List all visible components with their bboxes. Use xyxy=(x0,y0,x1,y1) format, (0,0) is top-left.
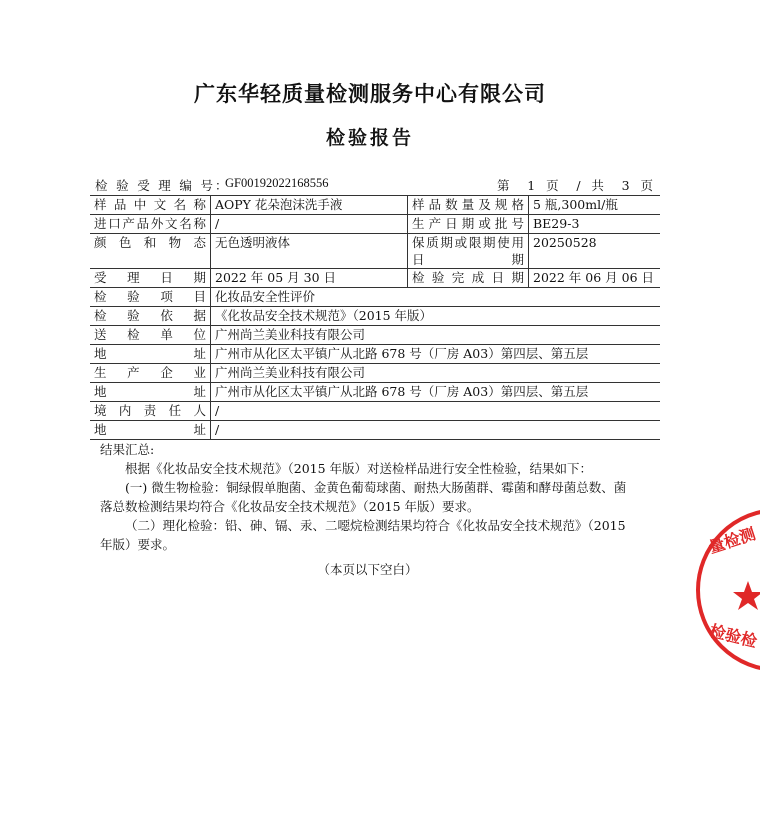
field-value: 2022 年 05 月 30 日 xyxy=(211,269,408,288)
table-row xyxy=(90,326,660,345)
field-label: 样品中文名称 xyxy=(94,197,206,212)
field-value: / xyxy=(211,402,661,421)
field-value: 广州尚兰美业科技有限公司 xyxy=(211,364,661,383)
field-value: / xyxy=(211,215,408,234)
field-label: 检验依据 xyxy=(94,308,206,323)
record-table xyxy=(90,195,660,440)
microbiology-result: (一) 微生物检验：铜绿假单胞菌、金黄色葡萄球菌、耐热大肠菌群、霉菌和酵母菌总数、菌落总数检测结果均符合《化妆品安全技术规范》（2015 年版）要求。 xyxy=(100,480,627,514)
table-row xyxy=(90,288,660,307)
field-value: / xyxy=(211,421,661,440)
field-label: 生产日期或批号 xyxy=(412,216,524,231)
field-label: 进口产品外文名称 xyxy=(94,216,206,231)
receipt-label: 检验受理编号 xyxy=(95,178,213,193)
field-value: 广州市从化区太平镇广从北路 678 号（厂房 A03）第四层、第五层 xyxy=(211,383,661,402)
field-label: 受理日期 xyxy=(94,270,206,285)
field-value: 无色透明液体 xyxy=(211,234,408,269)
page-indicator: 第 1 页 / 共 3 页 xyxy=(497,178,653,193)
table-row xyxy=(90,269,660,288)
field-label: 样品数量及规格 xyxy=(412,197,524,212)
field-value: 广州尚兰美业科技有限公司 xyxy=(211,326,661,345)
table-row xyxy=(90,234,660,269)
chemistry-result: （二）理化检验：铅、砷、镉、汞、二噁烷检测结果均符合《化妆品安全技术规范》（2015 年版）要求。 xyxy=(100,518,626,552)
field-label: 颜色和物态 xyxy=(94,235,206,250)
table-row xyxy=(90,307,660,326)
results-summary xyxy=(100,440,635,579)
table-row xyxy=(90,196,660,215)
report-title: 检验报告 xyxy=(325,127,414,149)
field-label: 送检单位 xyxy=(94,327,206,342)
table-row xyxy=(90,345,660,364)
receipt-number: GF00192022168556 xyxy=(225,176,329,190)
field-label: 日期 xyxy=(412,252,524,267)
meta-line xyxy=(95,176,655,194)
field-label: 境内责任人 xyxy=(94,403,206,418)
field-value: 广州市从化区太平镇广从北路 678 号（厂房 A03）第四层、第五层 xyxy=(211,345,661,364)
field-value: 5 瓶,300ml/瓶 xyxy=(529,196,661,215)
field-value: 化妆品安全性评价 xyxy=(211,288,661,307)
seal-star-icon xyxy=(733,581,760,610)
field-value: BE29-3 xyxy=(529,215,661,234)
field-value: 《化妆品安全技术规范》（2015 年版） xyxy=(211,307,661,326)
table-row xyxy=(90,383,660,402)
blank-notice: （本页以下空白） xyxy=(317,562,418,577)
summary-intro: 根据《化妆品安全技术规范》（2015 年版）对送检样品进行安全性检验，结果如下： xyxy=(125,461,593,476)
field-label: 检验项目 xyxy=(94,289,206,304)
field-label: 地址 xyxy=(94,384,206,399)
table-row xyxy=(90,215,660,234)
field-label: 保质期或限期使用 xyxy=(412,235,524,250)
company-name: 广东华轻质量检测服务中心有限公司 xyxy=(194,81,546,106)
field-value: 20250528 xyxy=(529,234,661,269)
table-row xyxy=(90,421,660,440)
field-label: 生产企业 xyxy=(94,365,206,380)
table-row xyxy=(90,402,660,421)
table-row xyxy=(90,364,660,383)
field-label: 地址 xyxy=(94,346,206,361)
receipt-colon: ： xyxy=(215,178,228,193)
seal-text-bottom: 检验检 xyxy=(707,621,759,652)
field-label: 地址 xyxy=(94,422,206,437)
field-value: AOPY 花朵泡沫洗手液 xyxy=(211,196,408,215)
official-seal xyxy=(700,495,760,685)
field-value: 2022 年 06 月 06 日 xyxy=(529,269,661,288)
summary-heading: 结果汇总: xyxy=(100,442,155,457)
seal-text-top: 量检测 xyxy=(706,524,758,557)
field-label: 检验完成日期 xyxy=(412,270,524,285)
